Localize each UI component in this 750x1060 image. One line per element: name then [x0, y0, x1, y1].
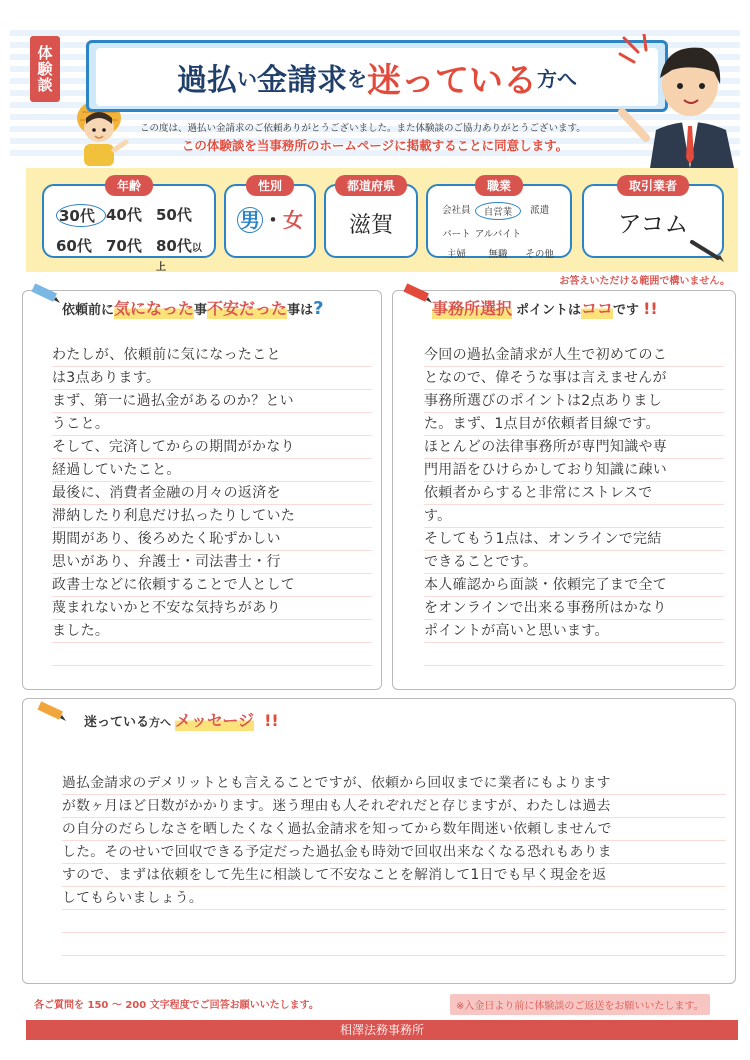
- consent-text: この体験談を当事務所のホームページに掲載することに同意します。: [181, 138, 569, 153]
- age-option[interactable]: 60代: [56, 237, 92, 255]
- title-part: 方へ: [537, 66, 577, 91]
- occupation-option[interactable]: その他: [525, 249, 554, 260]
- occupation-option[interactable]: パート: [442, 229, 471, 240]
- gender-options: [226, 204, 314, 233]
- age-box: [42, 179, 216, 273]
- gender-female[interactable]: 女: [283, 208, 303, 232]
- age-options: [56, 204, 206, 274]
- prefecture-box: [324, 179, 418, 258]
- page-title: [96, 48, 658, 106]
- age-option[interactable]: 50代: [156, 206, 192, 224]
- title-part: 過払: [177, 63, 237, 98]
- heading-part: 迷っている: [84, 715, 150, 730]
- age-option-label: 80代: [156, 237, 192, 255]
- message-heading: [84, 708, 279, 731]
- gender-male-selected[interactable]: 男: [237, 207, 263, 233]
- title-highlight: 迷っている: [367, 60, 537, 101]
- title-part: い: [237, 66, 257, 91]
- heading-part: 依頼前に: [62, 303, 115, 318]
- title-part: 金請求: [257, 63, 347, 98]
- heading-highlight: 気になった: [114, 296, 194, 319]
- occupation-option-empty: [521, 226, 558, 240]
- concerns-heading: [62, 296, 324, 319]
- thanks-text: この度は、過払い金請求のご依頼ありがとうございました。また体験談のご協力ありがとうございます。: [140, 123, 586, 134]
- selection-answer[interactable]: 今回の過払金請求が人生で初めてのこ となので、偉そうな事は言えませんが 事務所選びのポイントは2点ありまし た。まず、1点目が依頼者目線です。 ほとんどの法律事務所が専門知識や専 門用語をひけらかしており知識に疎い 依頼者からすると非常にストレスで す。 そしてもう1点は、オンラインで完結 できることです。 本人確認から面談・依頼完了まで全て をオンラインで出来る事務所はかなり ポイントが高いと思います。: [424, 344, 724, 666]
- heading-highlight: メッセージ: [175, 708, 254, 731]
- pencil-icon: [398, 282, 434, 304]
- selection-heading: [432, 296, 658, 319]
- testimonial-tag: 体験談: [30, 36, 60, 102]
- heading-part: 方へ: [149, 716, 172, 729]
- gender-box: [224, 179, 316, 258]
- age-option[interactable]: 40代: [106, 206, 142, 224]
- heading-part: ポイントは: [516, 303, 582, 318]
- occupation-options: [438, 202, 558, 260]
- heading-highlight: 事務所選択: [432, 296, 512, 319]
- exclamation-icon: !!: [643, 299, 658, 318]
- occupation-option[interactable]: 派遣: [530, 205, 550, 216]
- pencil-icon: [690, 238, 728, 264]
- heading-part: です: [613, 303, 640, 318]
- heading-highlight: 不安だった: [207, 296, 287, 319]
- title-part: を: [347, 66, 367, 91]
- exclamation-icon: !!: [264, 711, 279, 730]
- concerns-answer[interactable]: わたしが、依頼前に気になったこと は3点あります。 まず、第一に過払金があるのか？とい うこと。 そして、完済してからの期間がかなり 経過していたこと。 最後に、消費者金融の月々の返済を 滞納したり利息だけ払ったりしていた 期間があり、後ろめたく恥ずかしい 思いがあり、弁護士・司法書士・行 政書士などに依頼することで人として 蔑まれないかと不安な気持ちがあり ました。: [52, 344, 372, 666]
- pencil-icon: [26, 282, 62, 304]
- prefecture-label: 都道府県: [335, 175, 407, 196]
- occupation-option[interactable]: 主婦: [446, 249, 466, 260]
- age-option[interactable]: 70代: [106, 237, 142, 255]
- prefecture-value[interactable]: 滋賀: [348, 213, 393, 238]
- occupation-label: 職業: [475, 175, 523, 196]
- heading-part: 事は: [287, 303, 314, 318]
- length-instruction: 各ご質問を 150 ～ 200 文字程度でご回答お願いいたします。: [34, 1000, 319, 1011]
- age-option-selected[interactable]: 30代: [56, 204, 106, 227]
- return-instruction: ※入金日より前に体験談のご返送をお願いいたします。: [450, 994, 710, 1015]
- occupation-option[interactable]: 無職: [488, 249, 508, 260]
- age-label: 年齢: [105, 175, 153, 196]
- trader-label: 取引業者: [617, 175, 689, 196]
- age-option[interactable]: [156, 235, 206, 274]
- occupation-option-selected[interactable]: 自営業: [475, 202, 521, 220]
- message-answer[interactable]: 過払金請求のデメリットとも言えることですが、依頼から回収までに業者にもよります が数ヶ月ほど日数がかかります。迷う理由も人それぞれだと存じますが、わたしは過去 の自分のだらしなさを晒したくなく過払金請求を知ってから数年間迷い依頼しませんで した。そのせいで回収できる予定だった過払金も時効で回収出来なくなる恐れもありま すので、まずは依頼をして先生に相談して不安なことを解消して1日でも早く現金を返 してもらいましょう。: [62, 772, 726, 958]
- pencil-icon: [32, 700, 68, 722]
- gender-separator: ・: [263, 208, 283, 232]
- trader-value[interactable]: アコム: [617, 210, 689, 238]
- occupation-box: [426, 179, 572, 260]
- heading-part: 事: [194, 303, 208, 318]
- occupation-option[interactable]: 会社員: [442, 205, 471, 216]
- range-note: お答えいただける範囲で構いません。: [559, 276, 730, 287]
- age-suffix: 以上: [156, 243, 202, 273]
- occupation-option[interactable]: アルバイト: [474, 229, 522, 240]
- heading-highlight: ココ: [581, 296, 613, 319]
- gender-label: 性別: [246, 175, 294, 196]
- office-name: 相澤法務事務所: [26, 1020, 738, 1040]
- question-icon: ?: [313, 298, 324, 319]
